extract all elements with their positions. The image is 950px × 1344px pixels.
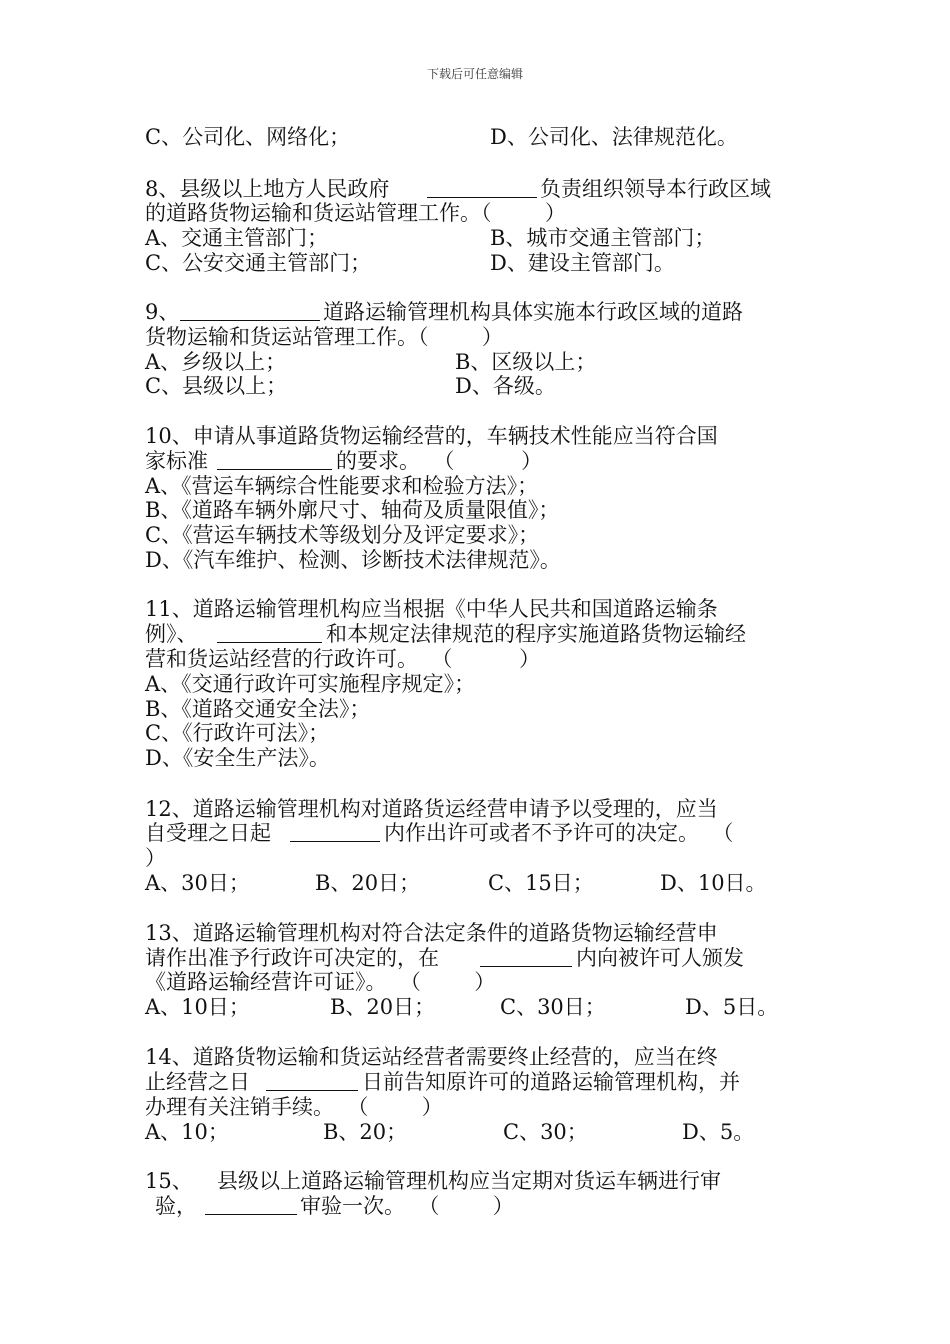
answer-option: C、公安交通主管部门； bbox=[145, 251, 372, 275]
question-text: 9、 bbox=[145, 300, 180, 324]
answer-option: A、乡级以上； bbox=[145, 350, 287, 374]
answer-option: D、公司化、法律规范化。 bbox=[490, 125, 738, 149]
answer-option: A、《营运车辆综合性能要求和检验方法》； bbox=[145, 474, 539, 498]
question-text: 办理有关注销手续。 （ ） bbox=[145, 1095, 443, 1119]
answer-option: D、《汽车维护、检测、诊断技术法律规范》。 bbox=[145, 548, 561, 572]
answer-blank bbox=[205, 1194, 297, 1220]
question-text: 例》、 bbox=[145, 622, 198, 646]
answer-option: A、10； bbox=[145, 1120, 229, 1144]
question-text: 13、道路运输管理机构对符合法定条件的道路货物运输经营申 bbox=[145, 921, 718, 945]
answer-option: C、县级以上； bbox=[145, 374, 288, 398]
answer-option: C、《行政许可法》； bbox=[145, 721, 330, 745]
answer-option: C、《营运车辆技术等级划分及评定要求》； bbox=[145, 523, 540, 547]
answer-option: C、公司化、网络化； bbox=[145, 125, 351, 149]
question-text: 内作出许可或者不予许可的决定。 （ bbox=[384, 821, 734, 845]
question-text: 11、道路运输管理机构应当根据《中华人民共和国道路运输条 bbox=[145, 597, 718, 621]
answer-option: D、10日。 bbox=[660, 871, 767, 895]
question-text: 和本规定法律规范的程序实施道路货物运输经 bbox=[326, 622, 746, 646]
question-text: 验， bbox=[155, 1194, 197, 1218]
answer-option: D、各级。 bbox=[455, 374, 556, 398]
answer-option: C、15日； bbox=[488, 871, 594, 895]
answer-blank bbox=[217, 622, 322, 648]
question-text: 县级以上道路运输管理机构应当定期对货运车辆进行审 bbox=[217, 1169, 721, 1193]
answer-blank bbox=[217, 449, 332, 475]
question-text: 的要求。 （ ） bbox=[336, 449, 543, 473]
question-text: 家标准 bbox=[145, 449, 208, 473]
answer-option: B、20日； bbox=[315, 871, 421, 895]
answer-option: D、5日。 bbox=[685, 995, 779, 1019]
question-text: 《道路运输经营许可证》。 （ ） bbox=[145, 970, 496, 994]
answer-option: A、《交通行政许可实施程序规定》； bbox=[145, 672, 476, 696]
answer-option: C、30； bbox=[503, 1120, 588, 1144]
question-text: 货物运输和货运站管理工作。（ ） bbox=[145, 325, 503, 349]
answer-option: A、30日； bbox=[145, 871, 250, 895]
answer-option: D、建设主管部门。 bbox=[490, 251, 675, 275]
answer-option: B、20； bbox=[323, 1120, 408, 1144]
question-text: 内向被许可人颁发 bbox=[576, 946, 744, 970]
answer-option: B、区级以上； bbox=[455, 350, 597, 374]
answer-blank bbox=[180, 300, 320, 326]
answer-blank bbox=[427, 177, 537, 203]
question-text: 自受理之日起 bbox=[145, 821, 271, 845]
answer-option: B、20日； bbox=[330, 995, 436, 1019]
question-text: 8、县级以上地方人民政府 bbox=[145, 177, 390, 201]
question-text: 10、申请从事道路货物运输经营的，车辆技术性能应当符合国 bbox=[145, 424, 718, 448]
answer-blank bbox=[480, 946, 572, 972]
answer-option: A、10日； bbox=[145, 995, 250, 1019]
question-text: 道路运输管理机构具体实施本行政区域的道路 bbox=[323, 300, 743, 324]
answer-option: D、《安全生产法》。 bbox=[145, 746, 330, 770]
answer-option: D、5。 bbox=[682, 1120, 755, 1144]
answer-option: C、30日； bbox=[500, 995, 606, 1019]
answer-blank bbox=[266, 1070, 358, 1096]
answer-option: B、城市交通主管部门； bbox=[490, 226, 716, 250]
question-text: 负责组织领导本行政区域 bbox=[540, 177, 771, 201]
question-text: 审验一次。 （ ） bbox=[300, 1194, 514, 1218]
question-text: 止经营之日 bbox=[145, 1070, 250, 1094]
answer-option: A、交通主管部门； bbox=[145, 226, 329, 250]
answer-option: B、《道路交通安全法》； bbox=[145, 697, 371, 721]
question-text: 12、道路运输管理机构对道路货运经营申请予以受理的，应当 bbox=[145, 797, 718, 821]
page-header: 下载后可任意编辑 bbox=[426, 67, 523, 81]
answer-blank bbox=[290, 821, 380, 847]
question-text: 请作出准予行政许可决定的，在 bbox=[145, 946, 439, 970]
question-text: 日前告知原许可的道路运输管理机构，并 bbox=[362, 1070, 740, 1094]
answer-option: B、《道路车辆外廓尺寸、轴荷及质量限值》； bbox=[145, 498, 560, 522]
question-text: 的道路货物运输和货运站管理工作。（ ） bbox=[145, 201, 566, 225]
question-text: ） bbox=[145, 846, 166, 870]
question-text: 15、 bbox=[145, 1169, 193, 1193]
question-text: 营和货运站经营的行政许可。 （ ） bbox=[145, 647, 541, 671]
question-text: 14、道路货物运输和货运站经营者需要终止经营的，应当在终 bbox=[145, 1045, 718, 1069]
